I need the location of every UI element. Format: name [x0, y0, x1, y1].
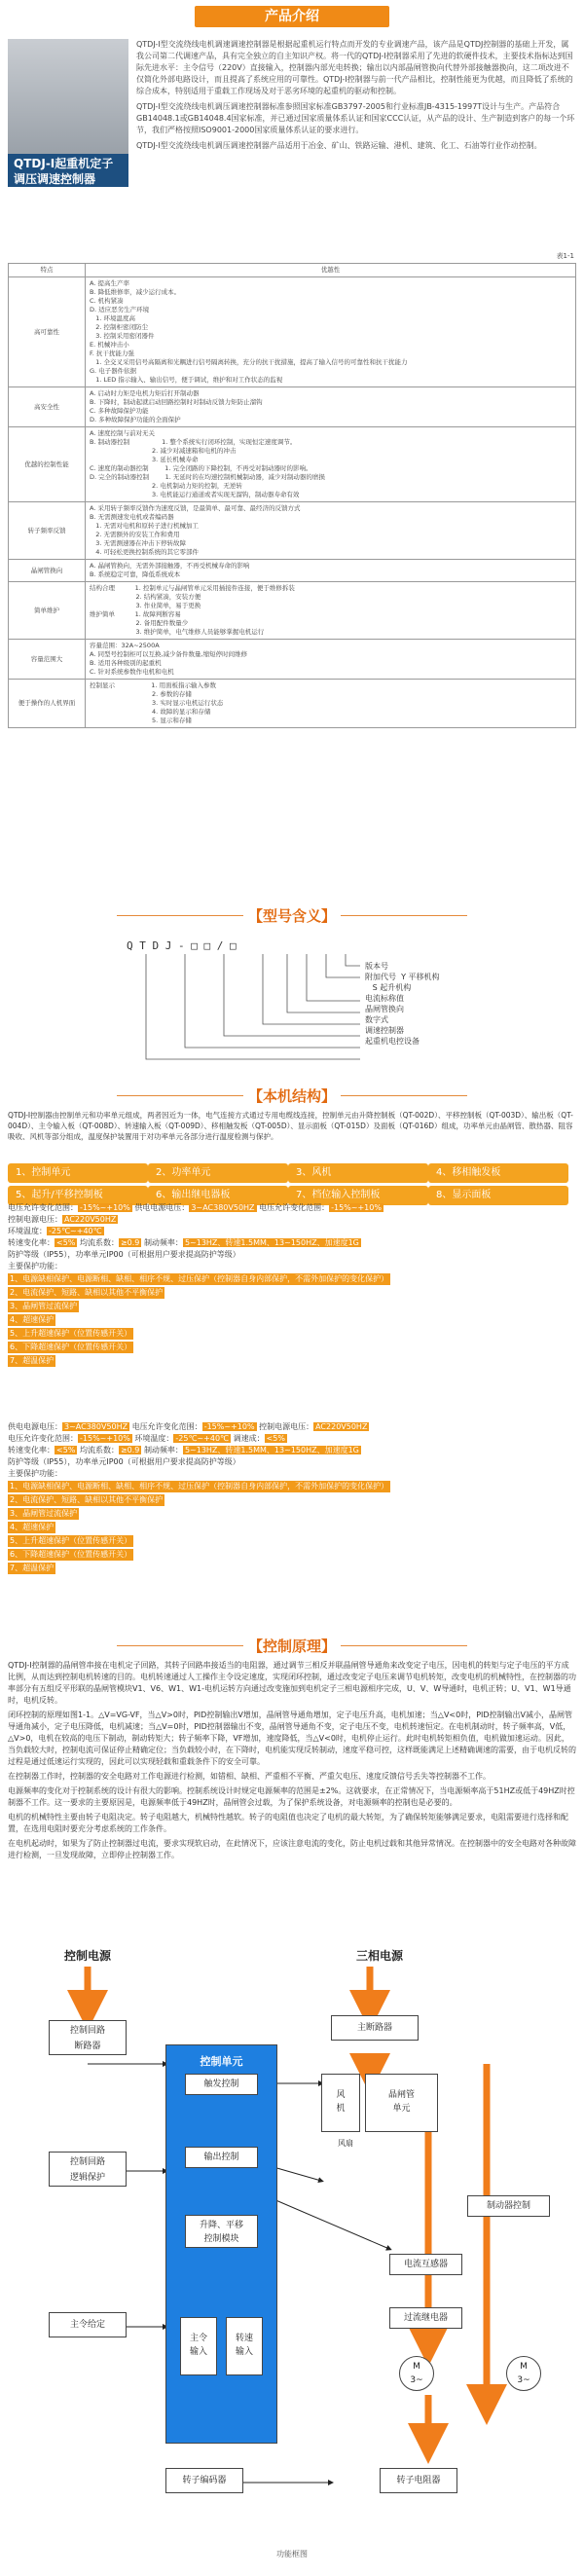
spec-label: 电压允许变化范围： [8, 1203, 78, 1212]
protection-item: 6、下降超速保护（位置传感开关） [10, 1343, 132, 1351]
benefit-line: A. 同型号控制柜可以互换,减少备件数量,缩短停时间维修 [90, 650, 248, 658]
table-row [9, 277, 576, 387]
benefit-line: 4. 可轻松更换控制系统的其它零部件 [90, 548, 199, 556]
spec-label: 转速变化率： [8, 1446, 55, 1454]
benefit-line: 2. 控制柜密闭防尘 [90, 323, 148, 331]
spec-label: 电压允许变化范围： [259, 1203, 330, 1212]
benefit-line: 2. 电机制动力矩的控制，无逆转 [90, 482, 242, 490]
benefit-line: A. 速度控制与前对无关 [90, 429, 155, 437]
benefit-line: B. 适用各种级别的起重机 [90, 659, 162, 667]
spec-value: -15%~+10% [331, 1203, 382, 1212]
benefit-line: B. 降低维修率，减少运行成本。 [90, 288, 181, 296]
divider [117, 1645, 243, 1646]
feature-cell: 简单维护 [9, 582, 86, 640]
ct-box: 电流互感器 [389, 2254, 462, 2275]
benefit-cell [86, 427, 576, 502]
master-input-box: 主令 输入 [180, 2317, 217, 2375]
benefit-line: 4. 故障的显示和存储 [90, 708, 211, 716]
benefit-line: 3. 电机能运行通道或者实现无溜钩，制动器寿命有效 [90, 491, 300, 498]
principle-paragraph: 闭环控制的原理如图1-1。△V=VG-VF，当△V>0时，PID控制输出V增加，晶闸管导通角增加，定子电压升高，电机加速；当△V<0时，PID控制输出V减小，晶闸管导通角减小，定子电压降低，电机减速；当△V=0时，PID控制器输出不变，晶闸管导通角不变，定子电压不变，电机转速恒定。在电机制动时，转子频率高，V低，△V>0，电机在较高的电压下制动，制动转矩大；转子频率下降，VF增加，速度降低，当△V<0时，电机停止运行。此时电机转矩相负值，电机做加速运动。因此，当负载较大时，控制电流可保证停止精确定位；当负载较小时，在下降时，电机能实现反转制动，速度平稳可控，这样既能满足上述精确调速的需要，由于电机反转的过程是通过低速运行实现的，因此可以实现轻载和重载条件下的安全可靠。 [8, 1711, 576, 1766]
feature-cell: 高可靠性 [9, 277, 86, 387]
benefit-cell [86, 680, 576, 728]
benefit-line: D. 完全的制动器控制 1. 无延时的在均速控制机械制动器，减少对制动器的磨损 [90, 473, 325, 481]
spec-label: 供电电源电压： [8, 1422, 62, 1431]
benefit-line: C. 速度的制动器控制 1. 完全闭路的下降控制，不再受对制动器时的影响。 [90, 464, 312, 472]
benefit-line: 结构合理 1. 控制单元与晶闸管单元采用插接件连接，便于维修拆装 [90, 584, 295, 592]
protection-item: 7、超温保护 [10, 1356, 55, 1365]
principle-paragraph: 电源频率的变化对于控制系统的设计有很大的影响。控制系统设计时规定电源频率的范围是±2%。这就要求，在正常情况下，当电源频率高于51HZ或低于49HZ时控制器不工作。这一要求的主要原因是，电源频率低于49HZ时，晶闸管会过载，为了保护系统设备，对电源频率的控制也是必要的。 [8, 1786, 575, 1807]
benefit-line: 3. 延长机械寿命 [90, 456, 199, 463]
product-image [8, 39, 128, 154]
feature-cell: 优越的控制性能 [9, 427, 86, 502]
spec-label: 制动频率： [143, 1446, 183, 1454]
benefit-line: G. 电子器件依据 [90, 367, 137, 375]
divider [341, 1095, 467, 1096]
benefit-line: 3. 实时显示电机运行状态 [90, 699, 224, 707]
benefit-line: 3. 作业简单，易于更换 [90, 602, 201, 609]
table-header: 特点 [9, 264, 86, 277]
principle-paragraph: 在控制器工作时，控制器的安全电路对工作电源进行检测，如错相、缺相、严重相不平衡、严重欠电压、速度反馈信号丢失等控制器不工作。 [8, 1772, 491, 1781]
protection-item: 2、电流保护、短路、缺相以其他不平衡保护 [10, 1288, 164, 1297]
spec-value: 5~13HZ、转速1.5MM、13~150HZ、加速度1G [184, 1446, 359, 1454]
structure-item: 2、功率单元 [148, 1163, 288, 1183]
protection-item: 5、上升超速保护（位置传感开关） [10, 1329, 132, 1338]
spec-line [8, 1226, 576, 1237]
structure-item: 8、显示面板 [428, 1186, 568, 1205]
benefit-cell [86, 502, 576, 560]
feature-cell: 晶闸管换向 [9, 560, 86, 582]
model-code: Q T D J - □ □ / □ [127, 939, 237, 952]
protection-item: 1、电源缺相保护、电源断相、缺相、相序不规、过压保护（控制器自身内部保护，不需外加保护的变化保护） [10, 1482, 389, 1490]
protection-item: 6、下降超速保护（位置传感开关） [10, 1550, 132, 1559]
spec-label: 环境温度： [134, 1434, 174, 1443]
ctrl-breaker-box: 控制回路 断路器 [49, 2020, 127, 2055]
benefit-line: F. 抗干扰能力强 [90, 350, 134, 357]
spec-label: 均流系数： [79, 1446, 119, 1454]
benefit-line: 容量范围：32A~2500A [90, 642, 160, 649]
structure-desc: QTDJ-I控制器由控制单元和功率单元组成，两者因近为一体，电气连接方式通过专用电缆线连接，控制单元由升降控制板（QT-002D）、平移控制板（QT-003D）、输出板（QT-004D）、主令输入板（QT-008D）、转速输入板（QT-009D）、移相触发板（QT-005D）、显示面板（QT-015D）及面板（QT-016D）组成，功率单元由晶闸管、散热器、阻容吸收、风机等部分组成，温度保护装置用于对功率单元各部分进行温度检测与保护。 [8, 1111, 573, 1141]
benefit-line: 1. 无需对电机和原转子进行机械加工 [90, 522, 199, 530]
benefit-line: A. 晶闸管换向，无需外部接触器，不再受机械寿命的影响 [90, 562, 250, 570]
benefit-line: 维护简单 1. 故障判断容易 [90, 610, 181, 618]
spec-label: 防护等级（IP55），功率单元IP00（可根据用户要求提高防护等级） [8, 1250, 240, 1259]
principle-paragraph: 电机的机械特性主要由转子电阻决定。转子电阻越大，机械特性越软。转子的电阻值也决定了电机的最大转矩，为了确保转矩能够满足要求，电阻需要进行选择和配置，在选用电阻时要充分考虑系统的工作条件。 [8, 1813, 568, 1833]
spec-label: 电压允许变化范围： [8, 1434, 78, 1443]
benefit-line: D. 多种故障保护功能的全面保护 [90, 416, 181, 423]
benefit-cell [86, 640, 576, 680]
principle-paragraph: 在电机起动时，如果为了防止控制器过电流，要求实现软启动，在此情况下，应该注意电流的变化，防止电机过载和其他异常情况。在控制器中的安全电路对各种故障进行检测，一旦发现故障，立即停止控制器工作。 [8, 1839, 576, 1859]
rotor-res-box: 转子电阻器 [380, 2468, 457, 2493]
feature-cell: 高安全性 [9, 387, 86, 427]
benefit-cell [86, 560, 576, 582]
fan-box: 风 机 [321, 2074, 360, 2132]
spec-label: 供电电源电压： [134, 1203, 190, 1212]
model-label: 数字式 [365, 1015, 388, 1024]
header-band [0, 0, 584, 35]
spec-label: 控制电源电压： [8, 1215, 62, 1224]
spec-value: 5~13HZ、转速1.5MM、13~150HZ、加速度1G [184, 1238, 359, 1247]
protection-item: 3、晶闸管过流保护 [10, 1302, 78, 1310]
spec-value: 3~AC380V50HZ [64, 1422, 128, 1431]
page-title: 产品介绍 [265, 9, 319, 24]
feature-cell: 转子频率反馈 [9, 502, 86, 560]
model-label: 晶闸管换向 [365, 1005, 404, 1013]
benefit-line: C. 针对系统参数作电机和电机 [90, 668, 174, 676]
table-note: 表1-1 [556, 252, 574, 260]
benefit-line: A. 启动时力矩是电机力矩后打开制动器 [90, 389, 200, 397]
spec-line [8, 1249, 576, 1261]
brake-ctrl-box: 制动器控制 [467, 2195, 550, 2217]
model-labels [365, 961, 440, 1047]
benefit-line: 5. 显示和存储 [90, 717, 192, 724]
spec-value: <5% [266, 1434, 285, 1443]
protect-title: 主要保护功能： [8, 1469, 62, 1478]
master-box: 主令给定 [49, 2312, 127, 2337]
spec-label: 调速成： [233, 1434, 265, 1443]
thyristor-box: 晶闸管 单元 [365, 2074, 438, 2132]
divider [341, 915, 467, 916]
benefit-line: 2. 减少对减速箱和电机的冲击 [90, 447, 237, 455]
structure-item: 5、起升/平移控制板 [8, 1186, 148, 1205]
benefit-line: 2. 无需额外的安装工作和费用 [90, 531, 180, 538]
protection-item: 3、晶闸管过流保护 [10, 1509, 78, 1518]
spec-line [8, 1202, 576, 1214]
model-bracket-lines [127, 954, 360, 1071]
benefit-line: 控制显示 1. 用面板指示输入参数 [90, 681, 216, 689]
benefit-line: 2. 参数的存储 [90, 690, 192, 698]
block-diagram [0, 1937, 584, 2541]
spec-value: -15%~+10% [80, 1203, 130, 1212]
spec-value: AC220V50HZ [315, 1422, 368, 1431]
protection-item: 1、电源缺相保护、电源断相、缺相、相序不规、过压保护（控制器自身内部保护，不需外加保护的变化保护） [10, 1274, 389, 1283]
benefit-line: 1. 全交叉采用信号高隔离和光耦进行信号隔离转换，充分的抗干扰措施，提高了输入信号的可靠性和抗干扰能力 [90, 358, 408, 366]
principle-paragraph: QTDJ-I控制器的晶闸管串接在电机定子回路，其转子回路串接适当的电阻器，通过调节三相反并联晶闸管导通角来改变定子电压，因电机的转矩与定子电压的平方成比例，从而达到控制电机转速的目的。电机转速通过人工操作主令设定速度，实现闭环控制，通过改变定子电压来调节电机转矩，改变电机的机械特性，在控制器的功率部分有五组反平形联的晶闸管模块V1、V6、W1、W1-电机运转方向通过改变施加到电机定子三相电源相序完成，U、V、W导通时，电机正转；U、V1、W1导通时，电机反转。 [8, 1661, 576, 1705]
model-title: 【型号含义】 [247, 907, 336, 925]
spec-label: 环境温度： [8, 1227, 47, 1235]
control-unit-label: 控制单元 [200, 2055, 243, 2068]
benefit-line: A. 采用转子频率反馈作为速度反馈，是最简单、最可靠、最经济的反馈方式 [90, 504, 301, 512]
intro-paragraph: QTDJ-I型交流绕线电机调压调速控制器标准参照国家标准GB3797-2005和行业标准JB-4315-1997T设计与生产。产品符合GB14048.1或GB14048.4国家标准，并已通过国家质量体系认证和国家CCC认证，从产品的设计、生产制造到客户的每一个环节，我们严格按照ISO9001-2000国家质量体系认证的要求进行。 [136, 102, 575, 134]
benefit-line: B. 制动器控制 1. 整个系统实行闭环控制，实现恒定速度调节。 [90, 438, 297, 446]
spec-value: AC220V50HZ [64, 1215, 117, 1224]
protection-item: 7、超温保护 [10, 1564, 55, 1572]
spec-label: 控制电源电压： [259, 1422, 314, 1431]
spec-value: -15%~+10% [203, 1422, 255, 1431]
divider [117, 915, 243, 916]
structure-item: 1、控制单元 [8, 1163, 148, 1183]
product-caption: QTDJ-I起重机定子调压调速控制器 [8, 154, 128, 187]
table-row [9, 640, 576, 680]
control-power-label: 控制电源 [39, 1947, 136, 1965]
spec-line: 防护等级（IP55），功率单元IP00（可根据用户要求提高防护等级） [8, 1457, 240, 1466]
specs-block-a [8, 1202, 576, 1368]
over-prot-box: 过流继电器 [389, 2307, 462, 2329]
table-row [9, 680, 576, 728]
spec-label: 电压允许变化范围： [131, 1422, 202, 1431]
spec-table [8, 263, 576, 728]
three-phase-label: 三相电源 [331, 1947, 428, 1965]
protection-item: 4、超速保护 [10, 1523, 55, 1531]
benefit-line: 1. LED 指示输入、输出信号，便于调试，维护和对工作状态的监视 [90, 376, 283, 384]
principle-text [8, 1660, 576, 1864]
output-box: 输出控制 [185, 2147, 258, 2168]
divider [341, 1645, 467, 1646]
protection-item: 4、超速保护 [10, 1315, 55, 1324]
benefit-line: D. 适应恶劣生产环境 [90, 306, 150, 313]
speed-input-box: 转速 输入 [226, 2317, 263, 2375]
benefit-cell [86, 387, 576, 427]
divider [117, 1095, 243, 1096]
protect-title: 主要保护功能： [8, 1262, 62, 1270]
structure-item: 3、风机 [288, 1163, 428, 1183]
spec-value: 3~AC380V50HZ [191, 1203, 255, 1212]
feature-cell: 容量范围大 [9, 640, 86, 680]
structure-item: 6、输出继电器板 [148, 1186, 288, 1205]
spec-line [8, 1445, 576, 1456]
spec-line [8, 1237, 576, 1249]
table-row [9, 560, 576, 582]
spec-line [8, 1433, 576, 1445]
principle-title: 【控制原理】 [247, 1638, 336, 1655]
structure-item: 4、移相触发板 [428, 1163, 568, 1183]
benefit-line: 2. 结构紧凑，安装方便 [90, 593, 201, 601]
model-label: 附加代号 Y 平移机构 [365, 973, 440, 981]
table-row [9, 427, 576, 502]
benefit-line: C. 机构紧凑 [90, 297, 124, 305]
trigger-box: 触发控制 [185, 2074, 258, 2095]
spec-value: ≥0.9 [120, 1446, 140, 1454]
main-breaker-box: 主断路器 [331, 2015, 419, 2041]
table-row [9, 387, 576, 427]
spec-line [8, 1421, 576, 1433]
spec-value: -25℃~+40℃ [49, 1227, 102, 1235]
lift-box: 升降、平移 控制模块 [185, 2215, 258, 2248]
benefit-line: C. 多种故障保护功能 [90, 407, 149, 415]
benefit-line: 3. 控制采用密闭器件 [90, 332, 155, 340]
spec-label: 均流系数： [79, 1238, 119, 1247]
protection-item: 2、电流保护、短路、缺相以其他不平衡保护 [10, 1495, 164, 1504]
model-label: 调速控制器 [365, 1026, 404, 1035]
spec-value: <5% [56, 1238, 76, 1247]
table-row [9, 582, 576, 640]
spec-value: -25℃~+40℃ [175, 1434, 230, 1443]
structure-item: 7、档位输入控制板 [288, 1186, 428, 1205]
benefit-line: B. 下降时，制动起就启动回路控制时对制动反馈力矩防止溜钩 [90, 398, 263, 406]
spec-line [8, 1214, 576, 1226]
spec-value: ≥0.9 [120, 1238, 140, 1247]
spec-label: 制动频率： [143, 1238, 183, 1247]
benefit-cell [86, 582, 576, 640]
model-label: 电流标称值 [365, 994, 404, 1003]
benefit-line: 3. 无需测速器在冲击下停转故障 [90, 539, 186, 547]
benefit-cell [86, 277, 576, 387]
benefit-line: A. 提高生产率 [90, 279, 129, 287]
feature-cell: 便于操作的人机界面 [9, 680, 86, 728]
motor-icon: M 3~ [506, 2356, 541, 2391]
intro-text [136, 39, 576, 152]
model-label: 起重机电控设备 [365, 1037, 420, 1046]
model-label: S 起升机构 [365, 983, 412, 992]
spec-label: 转速变化率： [8, 1238, 55, 1247]
specs-block-b [8, 1421, 576, 1575]
diagram-caption: 功能框图 [276, 2550, 308, 2558]
spec-value: <5% [56, 1446, 76, 1454]
benefit-line: 2. 备用配件数量少 [90, 619, 189, 627]
intro-paragraph: QTDJ-I型交流绕线电机调速调速控制器是根据起重机运行特点而开发的专业调速产品，该产品是QTDJ控制器的基础上开发，属我公司第二代调速产品，具有完全独立的自主知识产权。将一代的QTDJ-I控制器采用了先进的软硬件技术，主要技术指标达到国际先进水平：主令信号（220V）直接输入，控制器内部光电转换；输出以内部晶闸管换向代替外部接触器换向，这二项改进不仅简化外部电路设计，而且提高了系统应用的可靠性。QTDJ-I控制器与前一代产品相比，控制性能更为优越，而且降低了系统的综合成本，特别适用于重载工作现场及对于恶劣环境的起重机的驱动和控制。 [136, 40, 573, 95]
encoder-box: 转子编码器 [165, 2468, 243, 2493]
benefit-line: E. 机械冲击小 [90, 341, 129, 349]
structure-title: 【本机结构】 [247, 1087, 336, 1105]
benefit-line: B. 无需测速发电机或者编码器 [90, 513, 174, 521]
model-label: 版本号 [365, 962, 388, 971]
benefit-line: 3. 维护简单，电气维修人员能够掌握电机运行 [90, 628, 265, 636]
table-row [9, 502, 576, 560]
protection-item: 5、上升超速保护（位置传感开关） [10, 1536, 132, 1545]
wind-label: 风扇 [326, 2137, 365, 2151]
intro-paragraph: QTDJ-I型交流绕线电机调压调速控制器产品适用于冶金、矿山、铁路运输、港机、建筑、化工、石油等行业作动控制。 [136, 141, 542, 150]
logic-box: 控制回路 逻辑保护 [49, 2152, 127, 2187]
benefit-line: 1. 环境温度高 [90, 314, 135, 322]
motor-icon: M 3~ [399, 2356, 434, 2391]
table-header: 优越性 [86, 264, 576, 277]
benefit-line: B. 系统稳定可靠，降低系统成本 [90, 570, 181, 578]
spec-value: -15%~+10% [80, 1434, 130, 1443]
